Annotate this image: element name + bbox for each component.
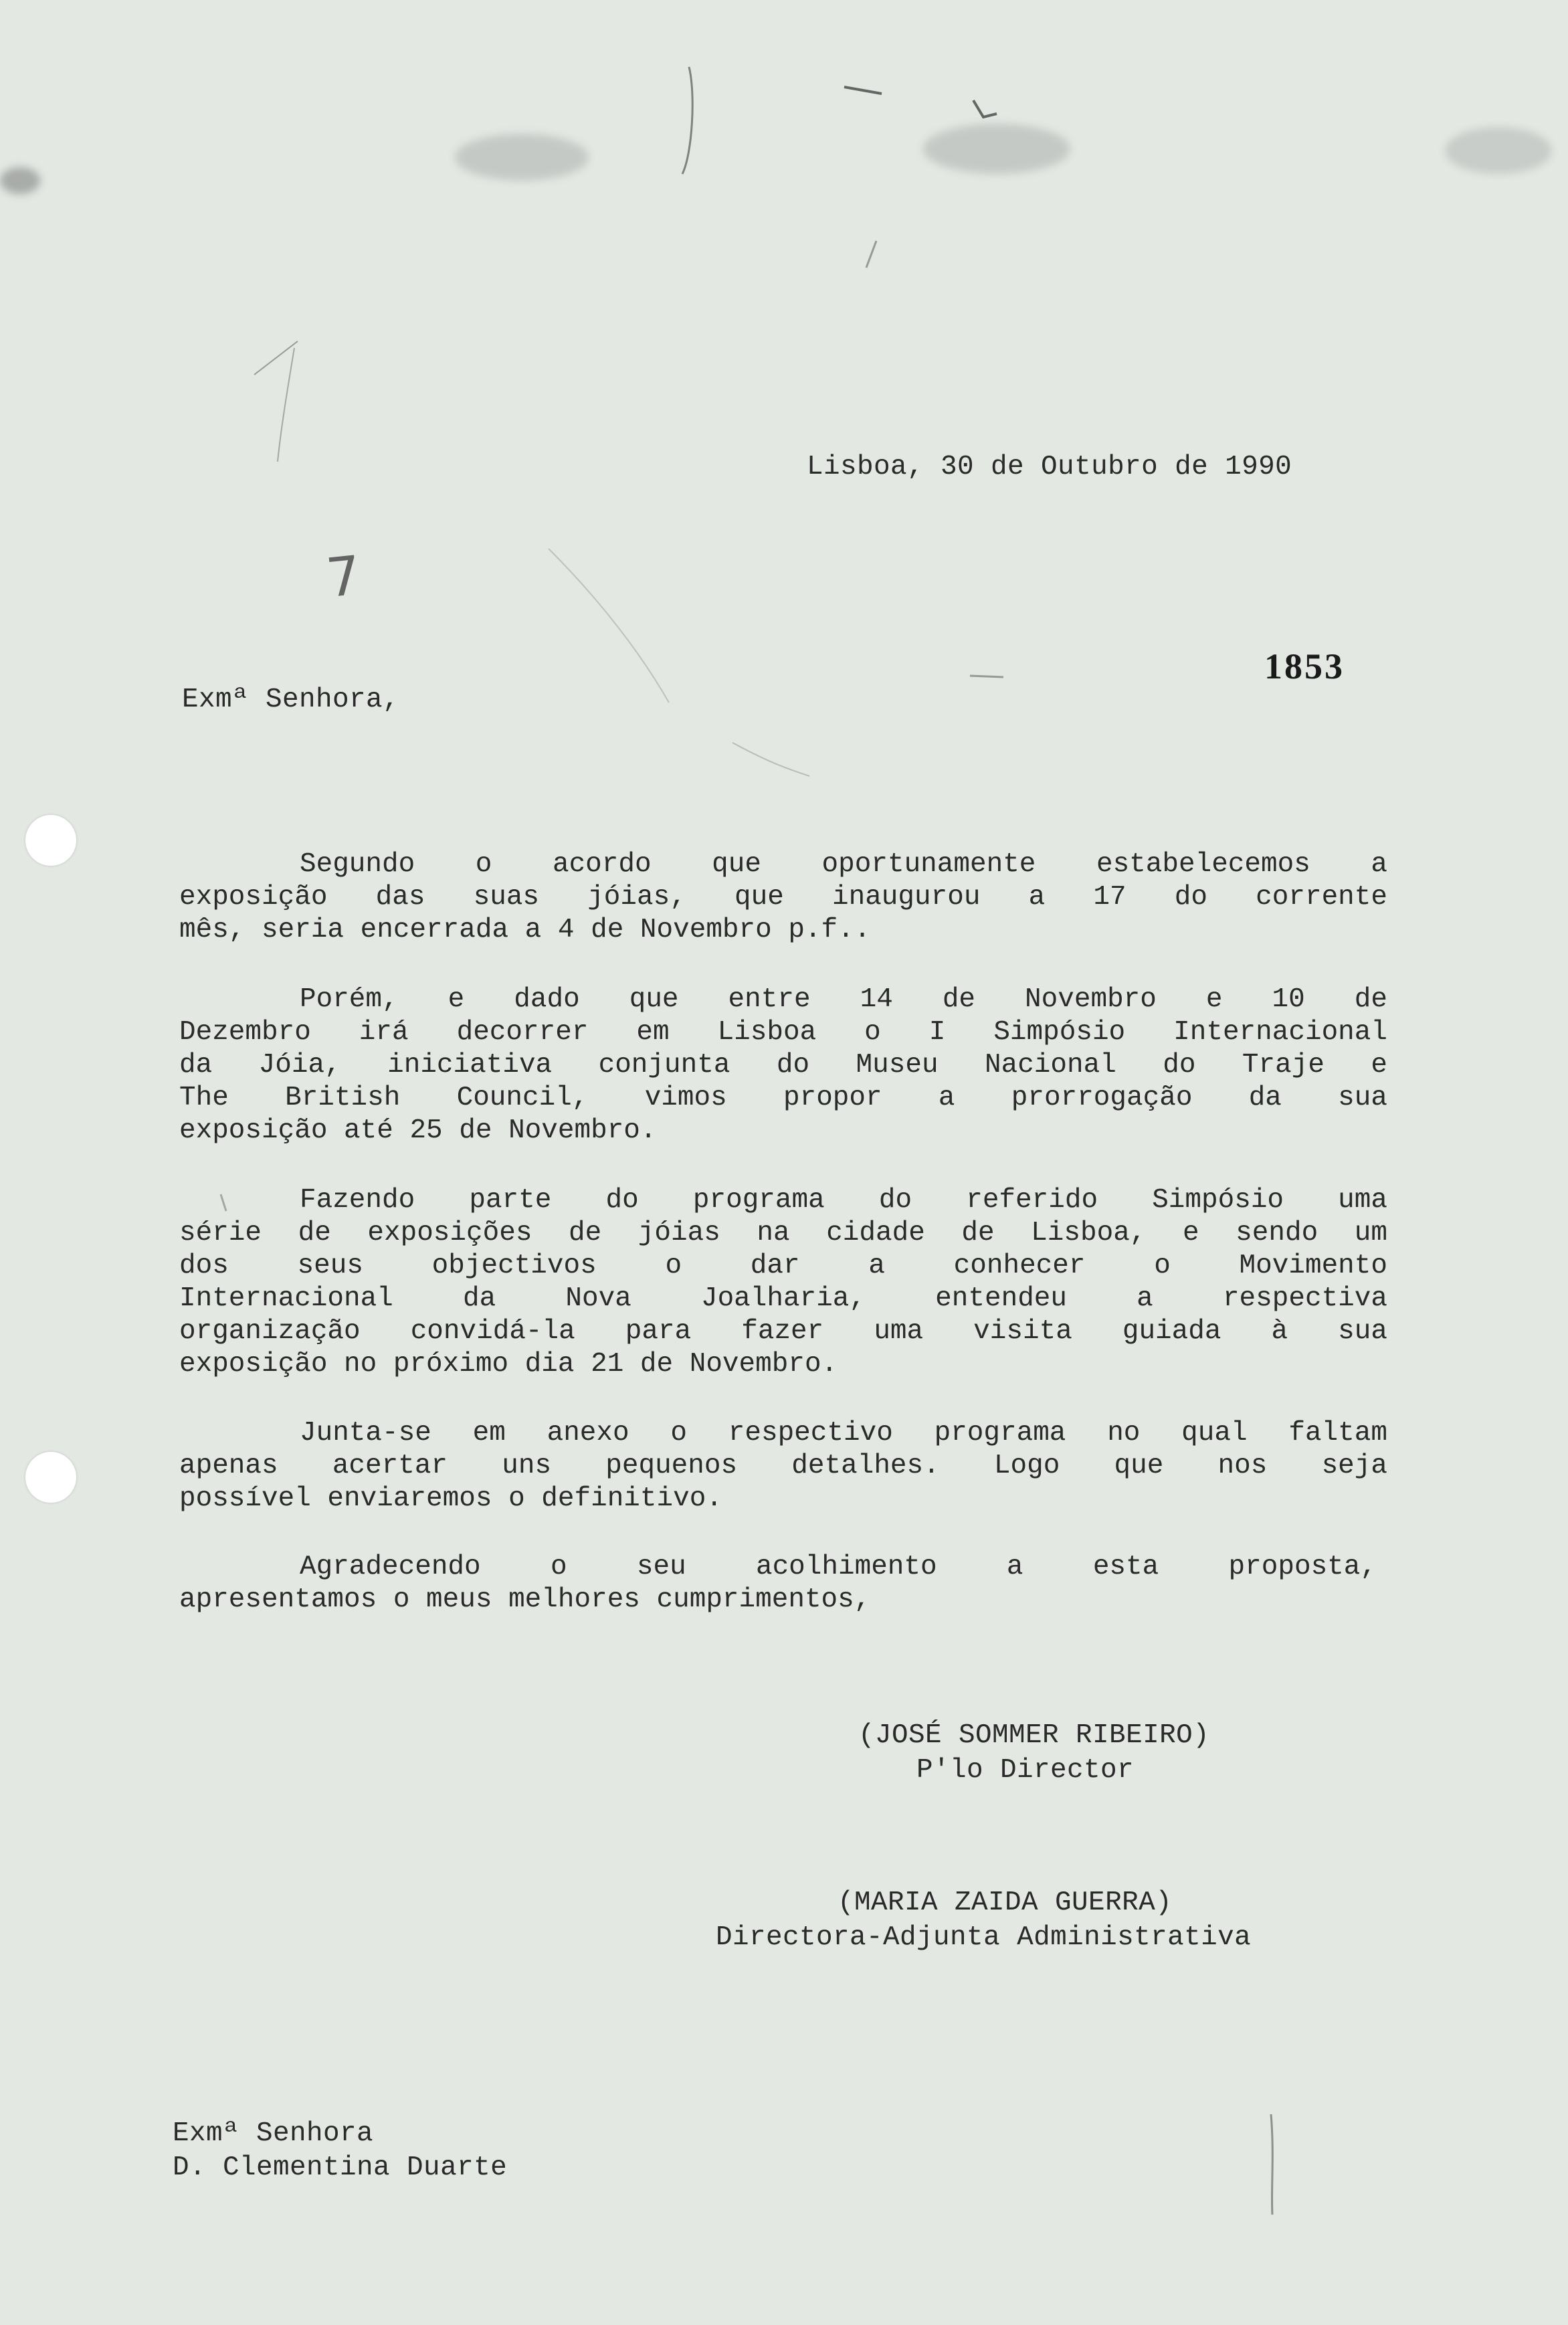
signature-2-name: (MARIA ZAIDA GUERRA) [838, 1887, 1173, 1918]
signature-1-name: (JOSÉ SOMMER RIBEIRO) [858, 1720, 1210, 1751]
signature-1-title: P'lo Director [916, 1755, 1135, 1786]
paragraph-line: Agradecendo o seu acolhimento a esta proposta, [300, 1552, 1377, 1582]
pencil-stroke [732, 743, 809, 776]
paragraph-3 [179, 1184, 1387, 1381]
salutation: Exmª Senhora, [182, 684, 400, 715]
pencil-stroke [682, 67, 692, 174]
place-date: Lisboa, 30 de Outubro de 1990 [807, 452, 1292, 482]
paragraph-line: Fazendo parte do programa do referido Simpósio uma [300, 1185, 1387, 1216]
paragraph-line: apenas acertar uns pequenos detalhes. Logo que nos seja [179, 1451, 1387, 1481]
paragraph-5 [179, 1551, 1377, 1616]
paragraph-line: dos seus objectivos o dar a conhecer o Movimento [179, 1250, 1387, 1281]
paragraph-line: apresentamos o meus melhores cumprimentos, [179, 1584, 871, 1615]
handwritten-mark: 7 [323, 544, 364, 610]
paragraph-1 [179, 848, 1387, 947]
recipient-line-2: D. Clementina Duarte [173, 2152, 508, 2183]
paragraph-4 [179, 1417, 1387, 1515]
paragraph-line: exposição no próximo dia 21 de Novembro. [179, 1349, 838, 1380]
pencil-stroke [278, 348, 294, 462]
pencil-stroke [866, 241, 876, 268]
paragraph-line: exposição até 25 de Novembro. [179, 1115, 657, 1146]
pencil-stroke [970, 676, 1003, 677]
paragraph-2 [179, 984, 1387, 1147]
paragraph-line: organização convidá-la para fazer uma visita guiada à sua [179, 1316, 1387, 1347]
paragraph-line: possível enviaremos o definitivo. [179, 1483, 722, 1514]
paragraph-line: mês, seria encerrada a 4 de Novembro p.f.. [179, 915, 871, 945]
recipient-line-1: Exmª Senhora [173, 2118, 374, 2149]
pencil-stroke [1271, 2114, 1272, 2215]
paragraph-line: Segundo o acordo que oportunamente estabelecemos a [300, 849, 1387, 880]
paragraph-line: Porém, e dado que entre 14 de Novembro e 10 de [300, 984, 1387, 1015]
paragraph-line: Junta-se em anexo o respectivo programa no qual faltam [300, 1418, 1387, 1449]
pencil-stroke [549, 549, 669, 703]
paragraph-line: Internacional da Nova Joalharia, entendeu a respectiva [179, 1283, 1387, 1314]
paragraph-line: exposição das suas jóias, que inaugurou a 17 do corrente [179, 882, 1387, 913]
paragraph-line: série de exposições de jóias na cidade de Lisboa, e sendo um [179, 1218, 1387, 1248]
signature-2-title: Directora-Adjunta Administrativa [716, 1922, 1252, 1953]
paragraph-line: da Jóia, iniciativa conjunta do Museu Nacional do Traje e [179, 1050, 1387, 1081]
reference-number: 1853 [1264, 646, 1345, 686]
paragraph-line: Dezembro irá decorrer em Lisboa o I Simpósio Internacional [179, 1017, 1387, 1048]
pencil-stroke [844, 87, 882, 94]
paragraph-line: The British Council, vimos propor a prorrogação da sua [179, 1083, 1387, 1113]
pencil-stroke [973, 100, 997, 117]
